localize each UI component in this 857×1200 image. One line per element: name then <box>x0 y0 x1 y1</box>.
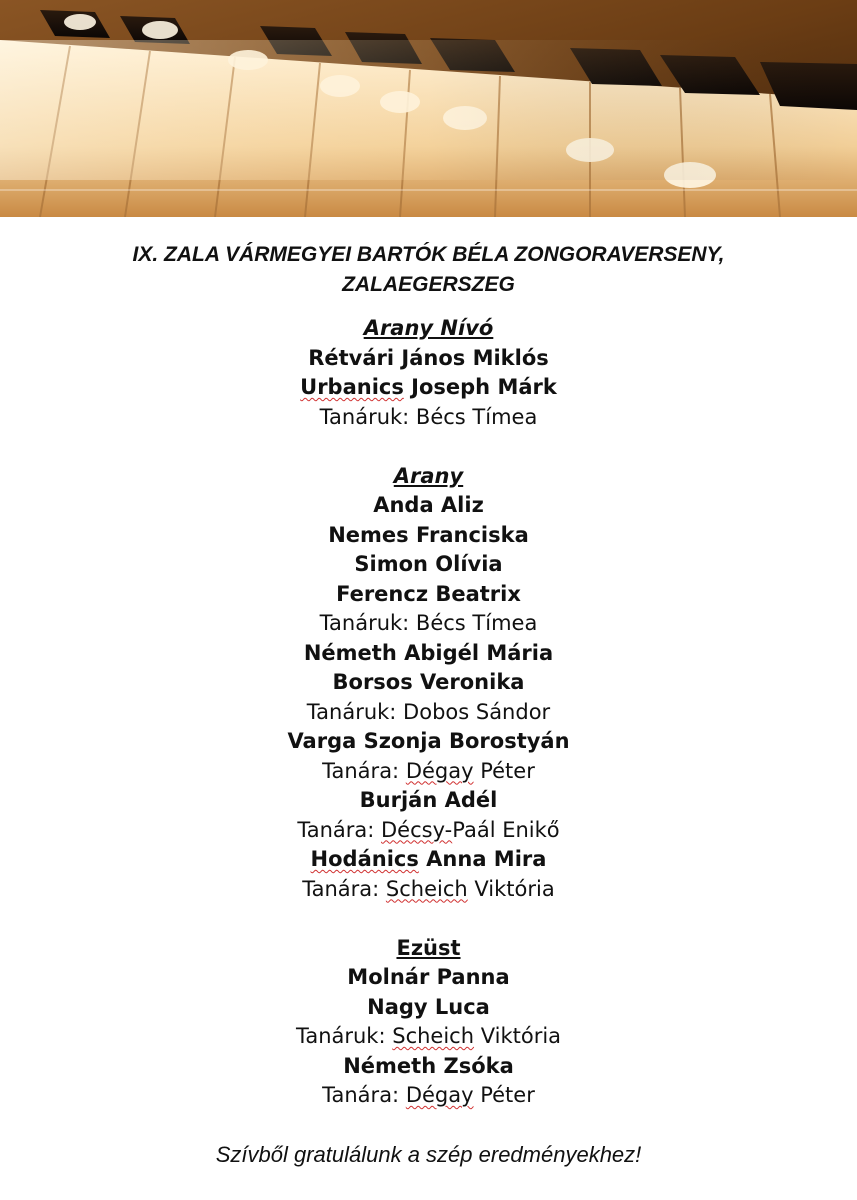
closing-message: Szívből gratulálunk a szép eredményekhez! <box>215 1142 642 1167</box>
student-name: Urbanics Joseph Márk <box>300 375 557 399</box>
award-heading: Ezüst <box>396 935 461 960</box>
teacher-line: Tanára: Dégay Péter <box>322 758 535 783</box>
student-name: Burján Adél <box>359 788 498 812</box>
teacher-line: Tanáruk: Dobos Sándor <box>306 699 551 724</box>
student-name: Anda Aliz <box>373 493 484 517</box>
student-name: Nemes Franciska <box>328 522 529 547</box>
student-name: Hodánics Anna Mira <box>310 847 547 871</box>
spellcheck-flagged-word: Urbanics <box>300 375 404 399</box>
student-name: Ferencz Beatrix <box>336 581 521 606</box>
student-name: Varga Szonja Borostyán <box>287 729 570 753</box>
student-name: Nagy Luca <box>367 994 490 1019</box>
teacher-line: Tanára: Décsy-Paál Enikő <box>297 817 560 842</box>
spellcheck-flagged-word: Scheich <box>392 1024 475 1048</box>
spellcheck-flagged-word: Hodánics <box>310 847 419 871</box>
piano-keys-illustration <box>0 0 857 217</box>
student-name: Németh Zsóka <box>343 1053 514 1078</box>
section-gap <box>0 904 857 934</box>
award-heading: Arany <box>393 463 464 488</box>
student-name: Simon Olívia <box>354 552 503 576</box>
student-name: Borsos Veronika <box>332 670 525 694</box>
results-list <box>0 314 857 1111</box>
student-name: Németh Abigél Mária <box>303 640 554 665</box>
spellcheck-flagged-word: Scheich <box>385 876 468 901</box>
piano-keys-photo <box>0 0 857 217</box>
spellcheck-flagged-word: Décsy- <box>381 817 453 842</box>
title-line: ZALAEGERSZEG <box>342 273 515 296</box>
teacher-line: Tanáruk: Bécs Tímea <box>319 404 538 429</box>
title-line: IX. ZALA VÁRMEGYEI BARTÓK BÉLA ZONGORAVERSENY, <box>132 243 725 266</box>
section-gap <box>0 432 857 462</box>
teacher-line: Tanára: Scheich Viktória <box>302 876 555 901</box>
teacher-line: Tanáruk: Scheich Viktória <box>295 1024 562 1048</box>
student-name: Rétvári János Miklós <box>308 345 549 370</box>
document-title <box>0 240 857 300</box>
award-heading: Arany Nívó <box>363 316 494 340</box>
student-name: Molnár Panna <box>347 965 510 989</box>
teacher-line: Tanára: Dégay Péter <box>322 1083 535 1107</box>
teacher-line: Tanáruk: Bécs Tímea <box>319 611 538 635</box>
spellcheck-flagged-word: Dégay <box>405 758 474 783</box>
spellcheck-flagged-word: Dégay <box>405 1083 474 1107</box>
